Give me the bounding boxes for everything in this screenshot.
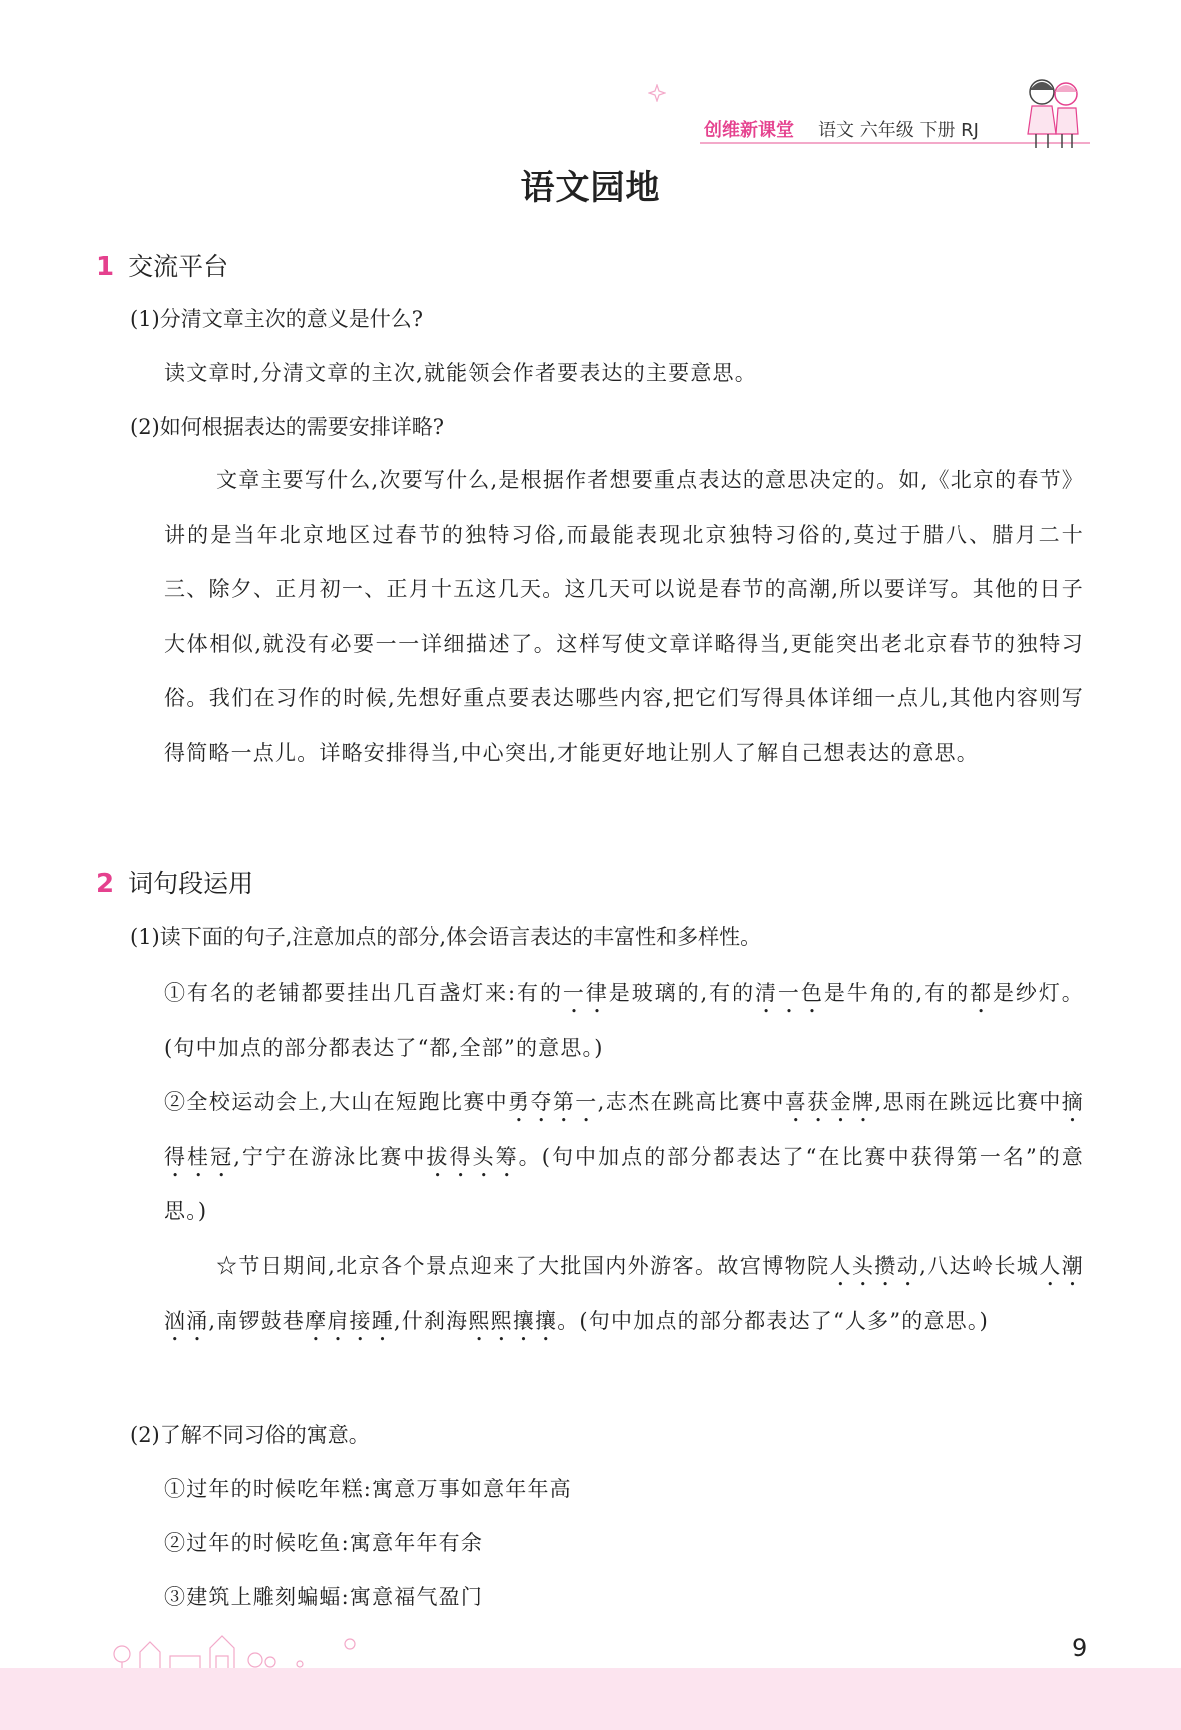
sentence-text: 是玻璃的,有的 xyxy=(608,981,755,1005)
example-sentence-1 xyxy=(164,966,1084,1075)
sparkle-decoration-icon xyxy=(648,84,666,102)
dotted-phrase: 摩肩接踵 xyxy=(305,1308,394,1333)
answer-text: 读文章时,分清文章的主次,就能领会作者要表达的主要意思。 xyxy=(164,361,757,385)
dotted-phrase: 熙熙攘攘 xyxy=(468,1308,558,1333)
dotted-phrase: 喜获金牌 xyxy=(784,1090,875,1114)
question-text: (1)读下面的句子,注意加点的部分,体会语言表达的丰富性和多样性。 xyxy=(130,925,762,949)
dotted-phrase: 人潮汹涌 xyxy=(164,1254,1084,1333)
dotted-phrase: 摘得桂冠 xyxy=(164,1090,1084,1169)
dotted-phrase: 清一色 xyxy=(755,981,824,1005)
sentence-text: ①有名的老铺都要挂出几百盏灯来:有的 xyxy=(164,981,563,1005)
section-number: 1 xyxy=(96,252,115,282)
section-number: 2 xyxy=(96,869,115,899)
page-title: 语文园地 xyxy=(520,168,661,208)
example-sentence-2 xyxy=(164,1075,1084,1239)
section-heading-1 xyxy=(96,247,228,283)
answer-paragraph: 文章主要写什么,次要写什么,是根据作者想要重点表达的意思决定的。如,《北京的春节》讲的是当年北京地区过春节的独特习俗,而最能表现北京独特习俗的,莫过于腊八、腊月二十三、除夕、正月初一、正月十五这几天。这几天可以说是春节的高潮,所以要详写。其他的日子大体相似,就没有必要一一详细描述了。这样写使文章详略得当,更能突出老北京春节的独特习俗。我们在习作的时候,先想好重点要表达哪些内容,把它们写得具体详细一点儿,其他内容则写得简略一点儿。详略安排得当,中心突出,才能更好地让别人了解自己想表达的意思。 xyxy=(164,468,1084,765)
sentence-text: 是牛角的,有的 xyxy=(823,981,971,1005)
sentence-text: ,思雨在跳远比赛中 xyxy=(874,1090,1062,1114)
example-sentence-3 xyxy=(164,1239,1084,1348)
section-heading-2 xyxy=(96,864,253,900)
sentence-text: ☆节日期间,北京各个景点迎来了大批国内外游客。故宫博物院 xyxy=(216,1254,830,1278)
dotted-phrase: 人头攒动 xyxy=(829,1254,920,1278)
dotted-phrase: 勇夺第一 xyxy=(508,1090,598,1114)
sentence-text: 。(句中加点的部分都表达了“人多”的意思。) xyxy=(557,1308,989,1333)
page-number: 9 xyxy=(1072,1634,1088,1662)
header-brand: 创维新课堂 xyxy=(704,120,794,141)
sentence-text: ,宁宁在游泳比赛中 xyxy=(233,1144,427,1169)
footer-band xyxy=(0,1668,1181,1730)
dotted-phrase: 拔得头筹 xyxy=(426,1144,519,1169)
children-mascot-icon xyxy=(1020,72,1086,150)
sentence-text: ,八达岭长城 xyxy=(919,1254,1040,1278)
custom-item: ③建筑上雕刻蝙蝠:寓意福气盈门 xyxy=(164,1585,484,1609)
section-title: 交流平台 xyxy=(128,252,229,281)
sentence-text: ,什刹海 xyxy=(393,1308,469,1333)
custom-item: ②过年的时候吃鱼:寓意年年有余 xyxy=(164,1531,484,1555)
sentence-text: ②全校运动会上,大山在短跑比赛中 xyxy=(164,1090,509,1114)
custom-item: ①过年的时候吃年糕:寓意万事如意年年高 xyxy=(164,1477,572,1501)
sentence-text: ,南锣鼓巷 xyxy=(208,1308,306,1333)
sentence-text: ,志杰在跳高比赛中 xyxy=(597,1090,785,1114)
footer-town-decoration-icon xyxy=(110,1630,380,1670)
question-text: (1)分清文章主次的意义是什么? xyxy=(130,307,424,331)
section-title: 词句段运用 xyxy=(128,869,254,898)
question-text: (2)如何根据表达的需要安排详略? xyxy=(130,415,445,439)
header-book-info: 语文 六年级 下册 RJ xyxy=(818,120,979,141)
sentence-text: 。(句中加点的部分都表达了“在比赛中获得第一名”的意思。) xyxy=(164,1144,1084,1223)
sentence-text: 是纱灯。(句中加点的部分都表达了“都,全部”的意思。) xyxy=(164,981,1084,1060)
question-text: (2)了解不同习俗的寓意。 xyxy=(130,1423,370,1447)
dotted-phrase: 一律 xyxy=(562,981,609,1005)
dotted-phrase: 都 xyxy=(970,981,993,1005)
